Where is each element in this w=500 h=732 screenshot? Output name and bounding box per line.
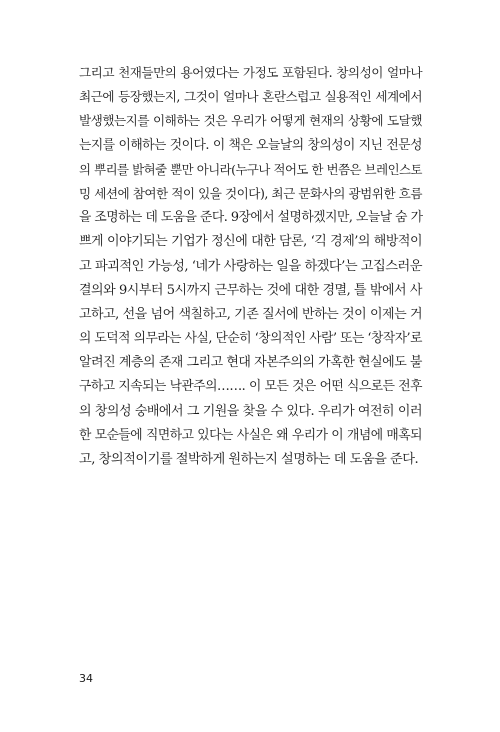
text-line: 고하고, 선을 넘어 색칠하고, 기존 질서에 반하는 것이 이제는 거	[79, 306, 422, 322]
text-line: 한 모순들에 직면하고 있다는 사실은 왜 우리가 이 개념에 매혹되	[79, 427, 422, 443]
text-line: 밍 세션에 참여한 적이 있을 것이다), 최근 문화사의 광범위한 흐름	[79, 185, 422, 201]
text-line: 알려진 계층의 존재 그리고 현대 자본주의의 가혹한 현실에도 불	[79, 355, 422, 371]
text-line: 을 조명하는 데 도움을 준다. 9장에서 설명하겠지만, 오늘날 숨 가	[79, 210, 423, 226]
page-number: 34	[79, 672, 93, 685]
text-line: 의 뿌리를 밝혀줄 뿐만 아니라(누구나 적어도 한 번쯤은 브레인스토	[79, 161, 422, 177]
text-line: 의 창의성 숭배에서 그 기원을 찾을 수 있다. 우리가 여전히 이러	[79, 403, 422, 419]
text-line: 발생했는지를 이해하는 것은 우리가 어떻게 현재의 상황에 도달했	[79, 113, 422, 129]
text-line: 최근에 등장했는지, 그것이 얼마나 혼란스럽고 실용적인 세계에서	[79, 89, 422, 105]
text-line: 그리고 천재들만의 용어였다는 가정도 포함된다. 창의성이 얼마나	[79, 65, 422, 80]
text-line: 의 도덕적 의무라는 사실, 단순히 ‘창의적인 사람’ 또는 ‘창작자’로	[79, 331, 422, 347]
text-line: 쁘게 이야기되는 기업가 정신에 대한 담론, ‘긱 경제’의 해방적이	[79, 234, 422, 250]
text-line: 고, 창의적이기를 절박하게 원하는지 설명하는 데 도움을 준다.	[79, 452, 419, 467]
text-line: 고 파괴적인 가능성, ‘네가 사랑하는 일을 하겠다’는 고집스러운	[79, 258, 422, 274]
text-line: 결의와 9시부터 5시까지 근무하는 것에 대한 경멸, 틀 밖에서 사	[79, 282, 422, 298]
text-line: 는지를 이해하는 것이다. 이 책은 오늘날의 창의성이 지닌 전문성	[79, 137, 422, 153]
text-line: 구하고 지속되는 낙관주의……. 이 모든 것은 어떤 식으로든 전후	[79, 379, 422, 395]
body-text	[79, 61, 422, 472]
